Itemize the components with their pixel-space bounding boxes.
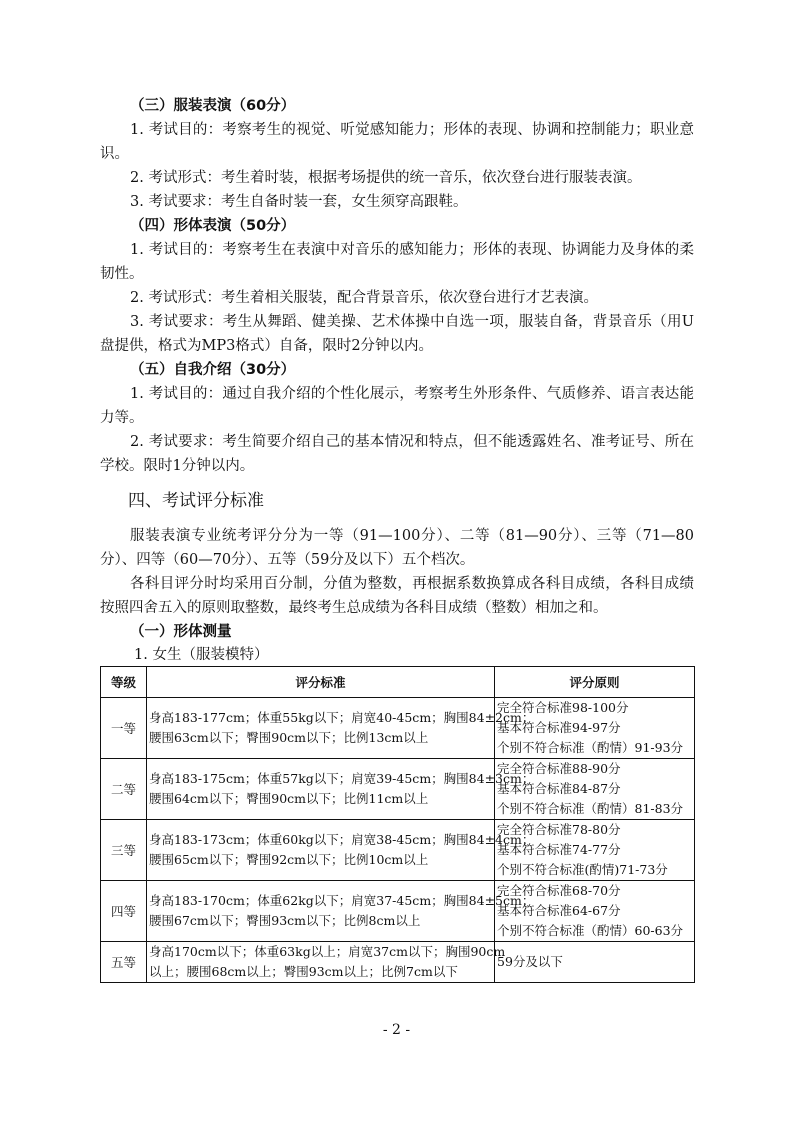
principle-cell xyxy=(495,698,695,759)
section-title: （三）服装表演（60分） xyxy=(130,98,296,114)
principle-cell xyxy=(495,942,695,983)
principle-line: 基本符合标准74-77分 xyxy=(497,842,621,857)
section-item: 1. 考试目的：考察考生在表演中对音乐的感知能力；形体的表现、协调能力及身体的柔韧性。 xyxy=(100,242,694,282)
table-row xyxy=(101,820,695,881)
section-item: 2. 考试形式：考生着相关服装，配合背景音乐，依次登台进行才艺表演。 xyxy=(130,290,598,306)
section-title: （五）自我介绍（30分） xyxy=(130,362,296,378)
table-row xyxy=(101,881,695,942)
table-row xyxy=(101,698,695,759)
grade-cell: 一等 xyxy=(101,698,147,759)
scoring-rules-paragraph: 各科目评分时均采用百分制，分值为整数，再根据系数换算成各科目成绩，各科目成绩按照四舍五入的原则取整数，最终考生总成绩为各科目成绩（整数）相加之和。 xyxy=(100,576,694,616)
table-body xyxy=(101,698,695,983)
criteria-cell xyxy=(147,698,535,759)
principle-line: 完全符合标准78-80分 xyxy=(497,822,621,837)
grading-table xyxy=(100,666,695,983)
criteria-line: 腰围63cm以下；臀围90cm以下；比例13cm以上 xyxy=(149,730,429,745)
principle-line: 完全符合标准68-70分 xyxy=(497,883,621,898)
principle-line: 个别不符合标准（酌情）81-83分 xyxy=(497,801,684,816)
criteria-line: 腰围64cm以下；臀围90cm以下；比例11cm以上 xyxy=(149,791,429,806)
criteria-cell xyxy=(147,942,506,983)
criteria-line: 身高183-175cm；体重57kg以下；肩宽39-45cm；胸围84±3cm； xyxy=(149,771,535,786)
section-item: 2. 考试形式：考生着时装，根据考场提供的统一音乐，依次登台进行服装表演。 xyxy=(130,170,642,186)
subsection-title: （一）形体测量 xyxy=(130,624,232,640)
principle-line: 个别不符合标准（酌情）91-93分 xyxy=(497,740,684,755)
principle-line: 完全符合标准88-90分 xyxy=(497,761,621,776)
principle-line: 个别不符合标准(酌情)71-73分 xyxy=(497,862,668,877)
principle-line: 完全符合标准98-100分 xyxy=(497,700,629,715)
grade-cell: 四等 xyxy=(101,881,147,942)
section-item: 1. 考试目的：通过自我介绍的个性化展示，考察考生外形条件、气质修养、语言表达能力等。 xyxy=(100,386,694,426)
grading-levels-paragraph: 服装表演专业统考评分分为一等（91—100分）、二等（81—90分）、三等（71—80分）、四等（60—70分）、五等（59分及以下）五个档次。 xyxy=(100,528,694,568)
header-criteria: 评分标准 xyxy=(147,667,495,698)
grade-cell: 二等 xyxy=(101,759,147,820)
exam-sections xyxy=(100,94,694,478)
page-number: - 2 - xyxy=(382,1022,411,1038)
criteria-cell xyxy=(147,881,535,942)
grade-cell: 五等 xyxy=(101,942,147,983)
table-header-row xyxy=(101,667,695,698)
header-principle: 评分原则 xyxy=(495,667,695,698)
table-row xyxy=(101,759,695,820)
criteria-line: 身高183-173cm；体重60kg以下；肩宽38-45cm；胸围84±4cm； xyxy=(149,832,535,847)
principle-line: 基本符合标准64-67分 xyxy=(497,903,621,918)
header-grade: 等级 xyxy=(101,667,147,698)
grade-cell: 三等 xyxy=(101,820,147,881)
principle-line: 59分及以下 xyxy=(497,954,563,969)
criteria-line: 身高183-177cm；体重55kg以下；肩宽40-45cm；胸围84±2cm； xyxy=(149,710,535,725)
criteria-line: 以上；腰围68cm以上；臀围93cm以上；比例7cm以下 xyxy=(149,964,458,979)
section-item: 3. 考试要求：考生自备时装一套，女生须穿高跟鞋。 xyxy=(130,194,468,210)
section-item: 3. 考试要求：考生从舞蹈、健美操、艺术体操中自选一项，服装自备，背景音乐（用U盘提供，格式为MP3格式）自备，限时2分钟以内。 xyxy=(100,314,694,354)
principle-line: 基本符合标准84-87分 xyxy=(497,781,621,796)
subsection-subtitle: 1. 女生（服装模特） xyxy=(134,647,269,663)
criteria-line: 身高183-170cm；体重62kg以下；肩宽37-45cm；胸围84±5cm； xyxy=(149,893,535,908)
criteria-line: 腰围67cm以下；臀围93cm以下；比例8cm以上 xyxy=(149,913,421,928)
criteria-cell xyxy=(147,820,535,881)
principle-cell xyxy=(495,759,695,820)
principle-cell xyxy=(495,881,695,942)
criteria-line: 腰围65cm以下；臀围92cm以下；比例10cm以上 xyxy=(149,852,429,867)
section-heading-4: 四、考试评分标准 xyxy=(128,491,264,511)
table-row xyxy=(101,942,695,983)
criteria-line: 身高170cm以下；体重63kg以上；肩宽37cm以下；胸围90cm xyxy=(149,944,506,959)
page-content xyxy=(100,94,694,983)
principle-line: 基本符合标准94-97分 xyxy=(497,720,621,735)
principle-cell xyxy=(495,820,695,881)
section-item: 1. 考试目的：考察考生的视觉、听觉感知能力；形体的表现、协调和控制能力；职业意识。 xyxy=(100,122,694,162)
principle-line: 个别不符合标准（酌情）60-63分 xyxy=(497,923,684,938)
section-item: 2. 考试要求：考生简要介绍自己的基本情况和特点，但不能透露姓名、准考证号、所在学校。限时1分钟以内。 xyxy=(100,434,694,474)
section-title: （四）形体表演（50分） xyxy=(130,218,296,234)
criteria-cell xyxy=(147,759,535,820)
